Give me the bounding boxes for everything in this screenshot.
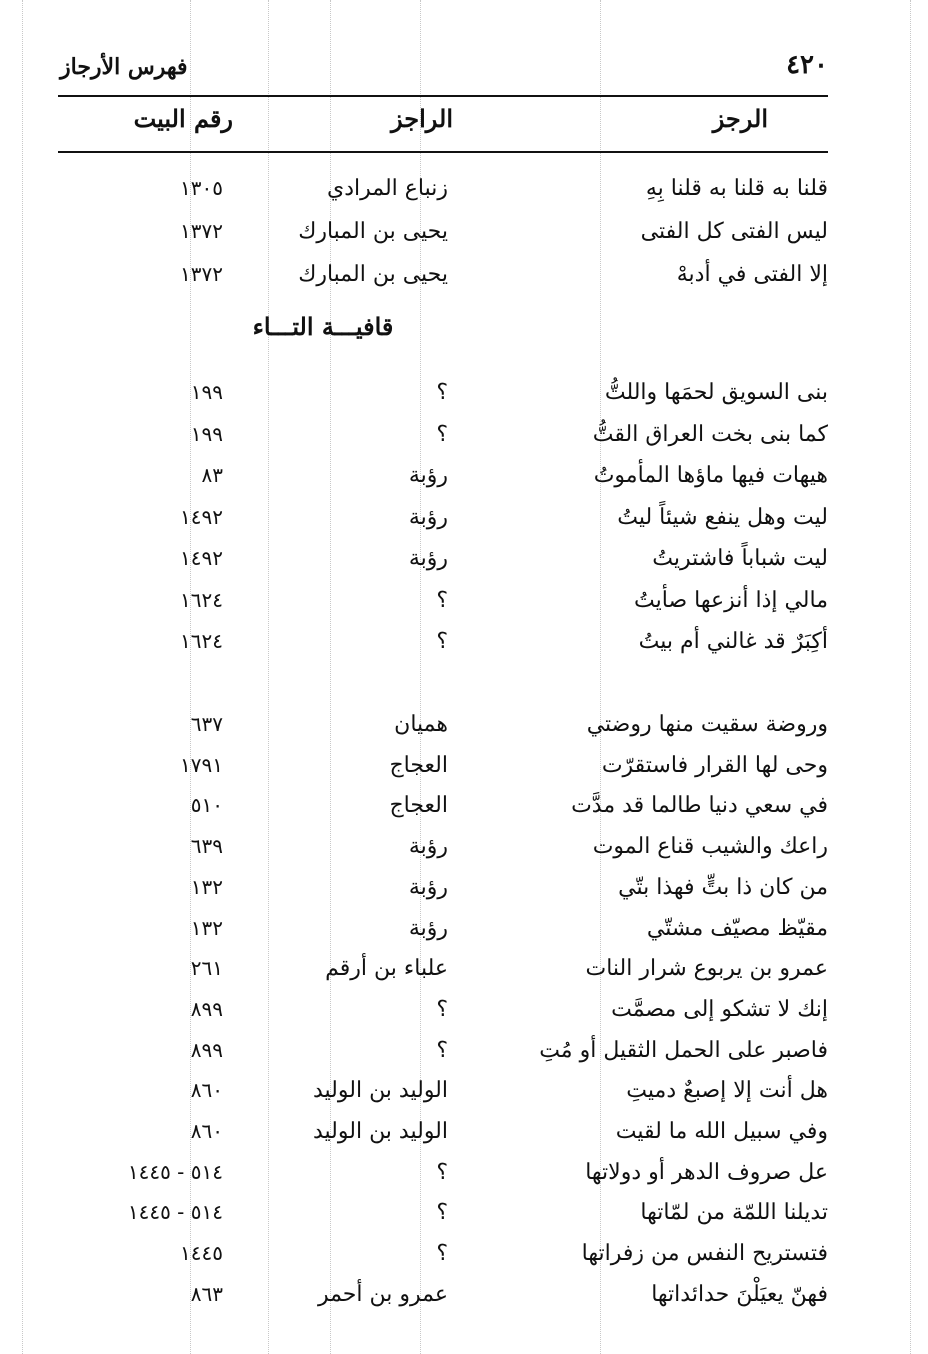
entry-poet: الوليد بن الوليد (313, 1119, 448, 1144)
entry-verse: فاصبر على الحمل الثقيل أو مُتِ (539, 1037, 828, 1063)
entry-verse-number: ٨٩٩ (190, 996, 223, 1021)
entry-verse-number: ١٧٩١ (180, 752, 223, 777)
entry-verse: من كان ذا بتٍّ فهذا بتّي (618, 874, 828, 900)
columns-rule (58, 151, 828, 153)
entry-poet: ؟ (436, 587, 448, 613)
index-entry (58, 1072, 828, 1112)
index-entry (58, 787, 828, 827)
entry-verse: عمرو بن يربوع شرار النات (585, 956, 828, 982)
index-entry (58, 869, 828, 909)
index-entry (58, 623, 828, 663)
section-title: فهرس الأرجاز (60, 54, 188, 80)
entry-verse-number: ١٣٧٢ (180, 219, 223, 243)
entry-verse-number: ١٤٩٢ (180, 504, 223, 529)
index-entry (58, 582, 828, 622)
entry-verse-number: ٥١٤ - ١٤٤٥ (127, 1200, 223, 1225)
index-entry (58, 1032, 828, 1072)
index-entry (58, 540, 828, 580)
entry-poet: رؤبة (408, 504, 448, 530)
entry-verse-number: ٨٦٣ (190, 1281, 223, 1306)
entry-verse-number: ٨٦٠ (190, 1078, 223, 1103)
index-entry (58, 457, 828, 497)
entry-verse-number: ٦٣٧ (190, 712, 223, 736)
entry-poet: رؤبة (408, 546, 448, 571)
entry-poet: يحيى بن المبارك (298, 219, 448, 244)
entry-verse: عل صروف الدهر أو دولاتها (585, 1159, 828, 1185)
entry-verse-number: ١٣٧٢ (180, 262, 223, 286)
index-entry (58, 1276, 828, 1316)
index-entry (58, 706, 828, 746)
header-rule (58, 95, 828, 97)
index-entry (58, 1235, 828, 1275)
entry-poet: ؟ (436, 1159, 448, 1185)
entry-poet: عمرو بن أحمر (317, 1281, 448, 1307)
entry-poet: زنباع المرادي (326, 176, 448, 201)
entry-verse-number: ١٩٩ (190, 380, 223, 404)
entry-verse-number: ٢٦١ (190, 956, 223, 981)
entry-verse: مقيّظ مصيّف مشتّي (646, 915, 828, 941)
entry-verse: وحى لها القرار فاستقرّت (601, 752, 828, 778)
entry-verse-number: ٥١٤ - ١٤٤٥ (127, 1159, 223, 1184)
entry-verse-number: ١٤٤٥ (180, 1241, 223, 1266)
running-head (60, 50, 828, 90)
entry-poet: ؟ (436, 629, 448, 654)
index-entry (58, 910, 828, 950)
entry-verse: قلنا به قلنا به قلنا بِهِ (645, 176, 828, 201)
entry-poet: رؤبة (408, 915, 448, 941)
entry-verse: فتستريح النفس من زفراتها (581, 1241, 828, 1267)
entry-verse-number: ١٦٢٤ (180, 587, 223, 612)
entry-poet: ؟ (436, 1037, 448, 1063)
entry-poet: الوليد بن الوليد (313, 1078, 448, 1104)
entry-verse: إلا الفتى في أدبهْ (676, 262, 828, 287)
entry-verse-number: ١٣٠٥ (180, 176, 223, 200)
entry-verse-number: ١٤٩٢ (180, 546, 223, 570)
scan-guide (22, 0, 23, 1354)
index-entry (58, 1194, 828, 1234)
entry-verse: هل أنت إلا إصبعٌ دميتِ (626, 1078, 828, 1104)
entry-verse-number: ٥١٠ (190, 793, 223, 818)
entry-verse: بنى السويق لحمَها واللتُّ (604, 380, 828, 405)
index-entry (58, 950, 828, 990)
entry-verse: هيهات فيها ماؤها المأموتُ (593, 463, 828, 488)
index-entry (58, 747, 828, 787)
entry-poet: رؤبة (408, 834, 448, 860)
entry-verse-number: ٦٣٩ (190, 834, 223, 859)
entry-verse-number: ٨٦٠ (190, 1119, 223, 1143)
entry-verse: في سعي دنيا طالما قد مدَّت (571, 793, 828, 819)
index-entry (58, 213, 828, 253)
index-entry (58, 416, 828, 456)
entry-verse-number: ١٣٢ (190, 874, 223, 899)
entry-verse: راعك والشيب قناع الموت (592, 834, 828, 860)
entry-verse: أكِبَرٌ قد غالني أم بيتُ (638, 629, 828, 654)
col-header-poet: الراجز (391, 104, 453, 133)
section-heading-text: قافيـــة التـــاء (252, 312, 394, 341)
entry-poet: ؟ (436, 380, 448, 405)
entry-verse: وروضة سقيت منها روضتي (586, 712, 828, 737)
entry-poet: يحيى بن المبارك (298, 262, 448, 287)
entry-verse: كما بنى بخت العراق القتُّ (592, 421, 828, 447)
col-header-verse: الرجز (712, 104, 768, 133)
entry-poet: ؟ (436, 1200, 448, 1226)
index-entry (58, 256, 828, 296)
entry-verse-number: ١٦٢٤ (180, 629, 223, 653)
entry-poet: العجاج (389, 793, 448, 819)
entry-verse: ليس الفتى كل الفتى (640, 219, 828, 244)
entry-poet: علباء بن أرقم (325, 956, 448, 982)
index-entry (58, 374, 828, 414)
entry-poet: رؤبة (408, 463, 448, 488)
entry-verse-number: ١٩٩ (190, 421, 223, 446)
entry-verse: مالي إذا أنزعها صأيتُ (634, 587, 828, 613)
index-entry (58, 991, 828, 1031)
entry-poet: ؟ (436, 421, 448, 447)
index-entry (58, 1113, 828, 1153)
entry-verse: وفي سبيل الله ما لقيت (615, 1119, 828, 1144)
index-entry (58, 1154, 828, 1194)
index-entry (58, 170, 828, 210)
entry-verse-number: ٨٩٩ (190, 1037, 223, 1062)
entry-poet: رؤبة (408, 874, 448, 900)
entry-poet: ؟ (436, 996, 448, 1022)
entry-verse: فهنّ يعيَلْنَ حدائداتها (651, 1281, 828, 1307)
page-number: ٤٢٠ (786, 50, 828, 80)
col-header-verse-number: رقم البيت (133, 104, 233, 133)
entry-verse: ليت شباباً فاشتريتُ (652, 546, 828, 571)
entry-verse: إنك لا تشكو إلى مصمَّت (611, 996, 828, 1022)
entry-verse-number: ١٣٢ (190, 915, 223, 940)
entry-verse-number: ٨٣ (201, 463, 223, 487)
entry-poet: ؟ (436, 1241, 448, 1267)
index-entry (58, 499, 828, 539)
scan-guide (910, 0, 911, 1354)
entry-verse: ليت وهل ينفع شيئاً ليتُ (617, 504, 828, 530)
section-heading (58, 312, 828, 341)
entry-poet: هميان (394, 712, 448, 737)
entry-poet: العجاج (389, 752, 448, 778)
column-headers (58, 104, 828, 144)
index-entry (58, 828, 828, 868)
entry-verse: تديلنا اللمّة من لمّاتها (640, 1200, 828, 1226)
